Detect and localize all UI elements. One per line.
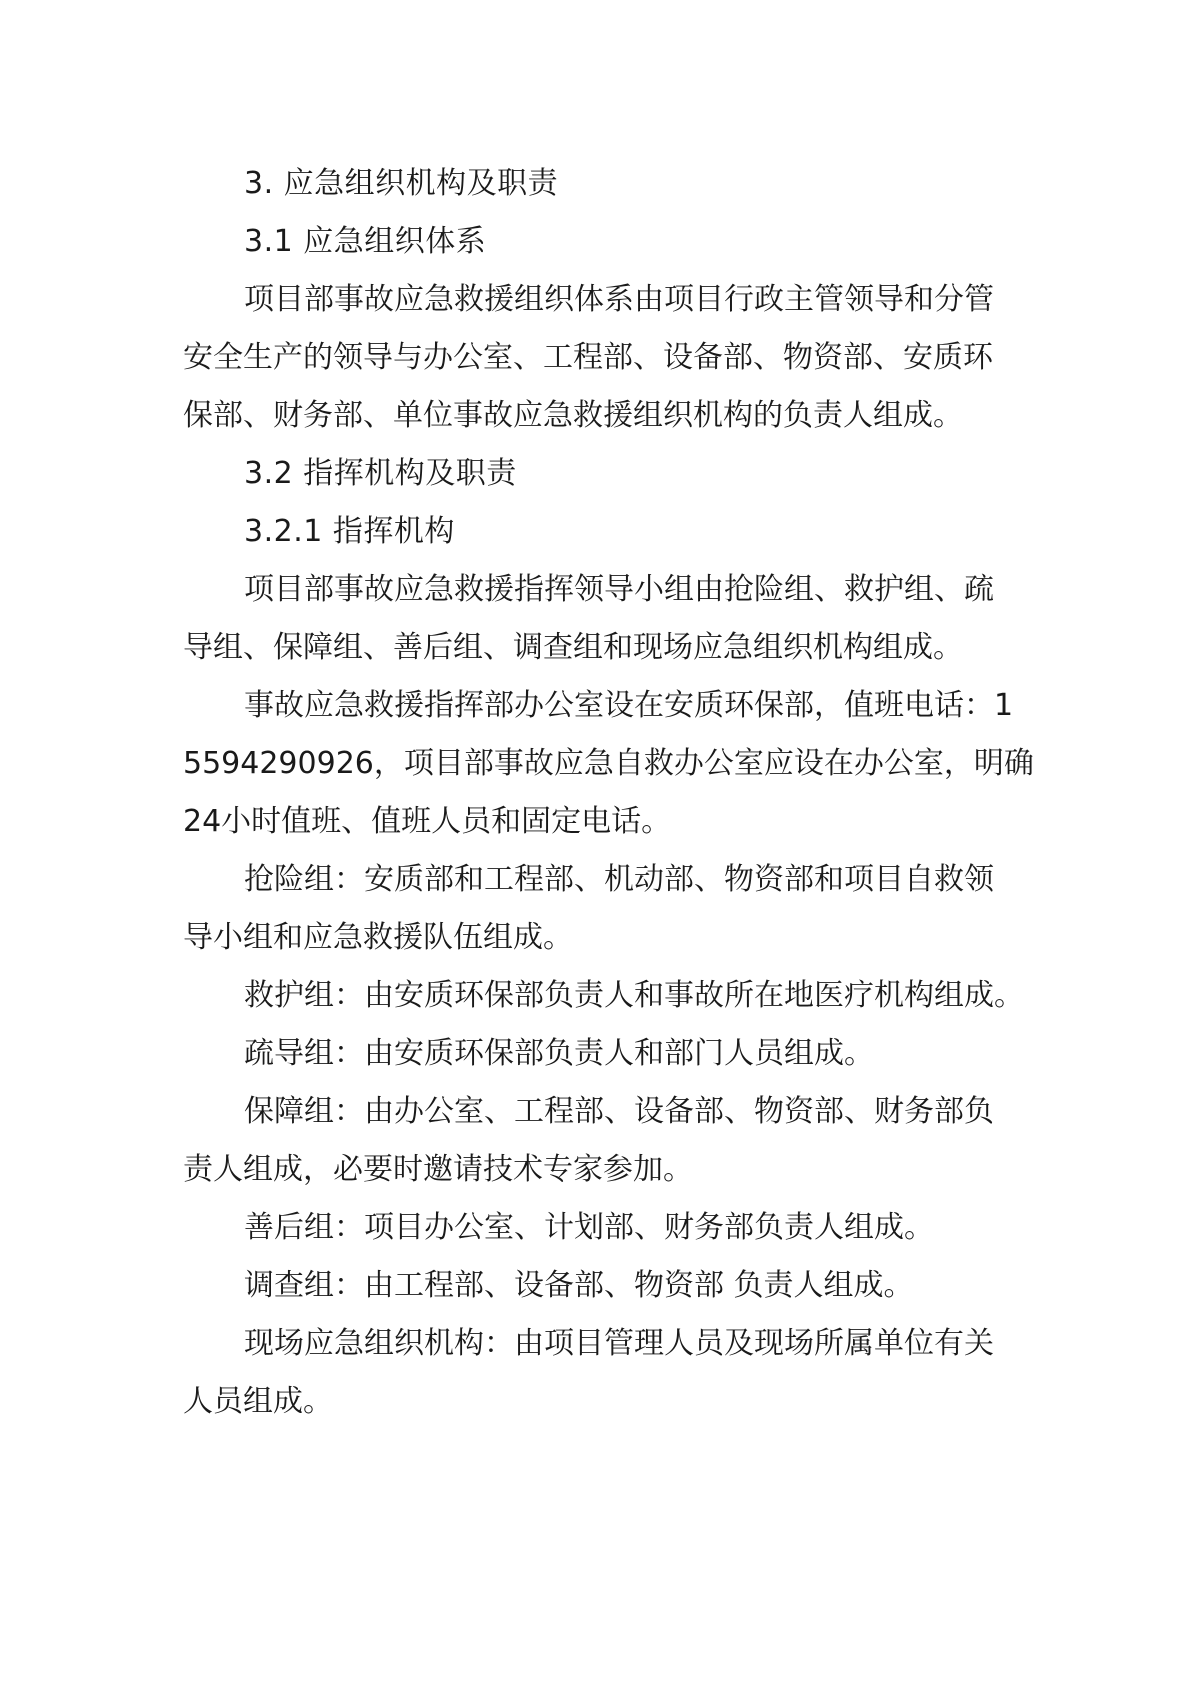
paragraph-3-line-3: 24小时值班、值班人员和固定电话。: [183, 804, 672, 839]
section-3-2-heading: 3.2 指挥机构及职责: [244, 456, 517, 491]
section-3-2-1-heading: 3.2.1 指挥机构: [244, 514, 455, 549]
paragraph-10-line-1: 现场应急组织机构：由项目管理人员及现场所属单位有关: [244, 1326, 994, 1361]
paragraph-3-line-1: 事故应急救援指挥部办公室设在安质环保部，值班电话：1: [244, 688, 1014, 723]
section-3-1-heading: 3.1 应急组织体系: [244, 224, 487, 259]
paragraph-1-line-3: 保部、财务部、单位事故应急救援组织机构的负责人组成。: [183, 398, 963, 433]
paragraph-9-line-1: 调查组：由工程部、设备部、物资部 负责人组成。: [244, 1268, 914, 1303]
paragraph-7-line-2: 责人组成，必要时邀请技术专家参加。: [183, 1152, 693, 1187]
paragraph-2-line-1: 项目部事故应急救援指挥领导小组由抢险组、救护组、疏: [244, 572, 994, 607]
paragraph-5-line-1: 救护组：由安质环保部负责人和事故所在地医疗机构组成。: [244, 978, 1024, 1013]
paragraph-8-line-1: 善后组：项目办公室、计划部、财务部负责人组成。: [244, 1210, 934, 1245]
paragraph-4-line-1: 抢险组：安质部和工程部、机动部、物资部和项目自救领: [244, 862, 994, 897]
paragraph-10-line-2: 人员组成。: [183, 1384, 333, 1419]
paragraph-4-line-2: 导小组和应急救援队伍组成。: [183, 920, 573, 955]
paragraph-7-line-1: 保障组：由办公室、工程部、设备部、物资部、财务部负: [244, 1094, 994, 1129]
paragraph-6-line-1: 疏导组：由安质环保部负责人和部门人员组成。: [244, 1036, 874, 1071]
section-3-heading: 3. 应急组织机构及职责: [244, 166, 559, 201]
paragraph-1-line-2: 安全生产的领导与办公室、工程部、设备部、物资部、安质环: [183, 340, 993, 375]
paragraph-2-line-2: 导组、保障组、善后组、调查组和现场应急组织机构组成。: [183, 630, 963, 665]
paragraph-1-line-1: 项目部事故应急救援组织体系由项目行政主管领导和分管: [244, 282, 994, 317]
paragraph-3-line-2: 5594290926，项目部事故应急自救办公室应设在办公室，明确: [183, 746, 1034, 781]
